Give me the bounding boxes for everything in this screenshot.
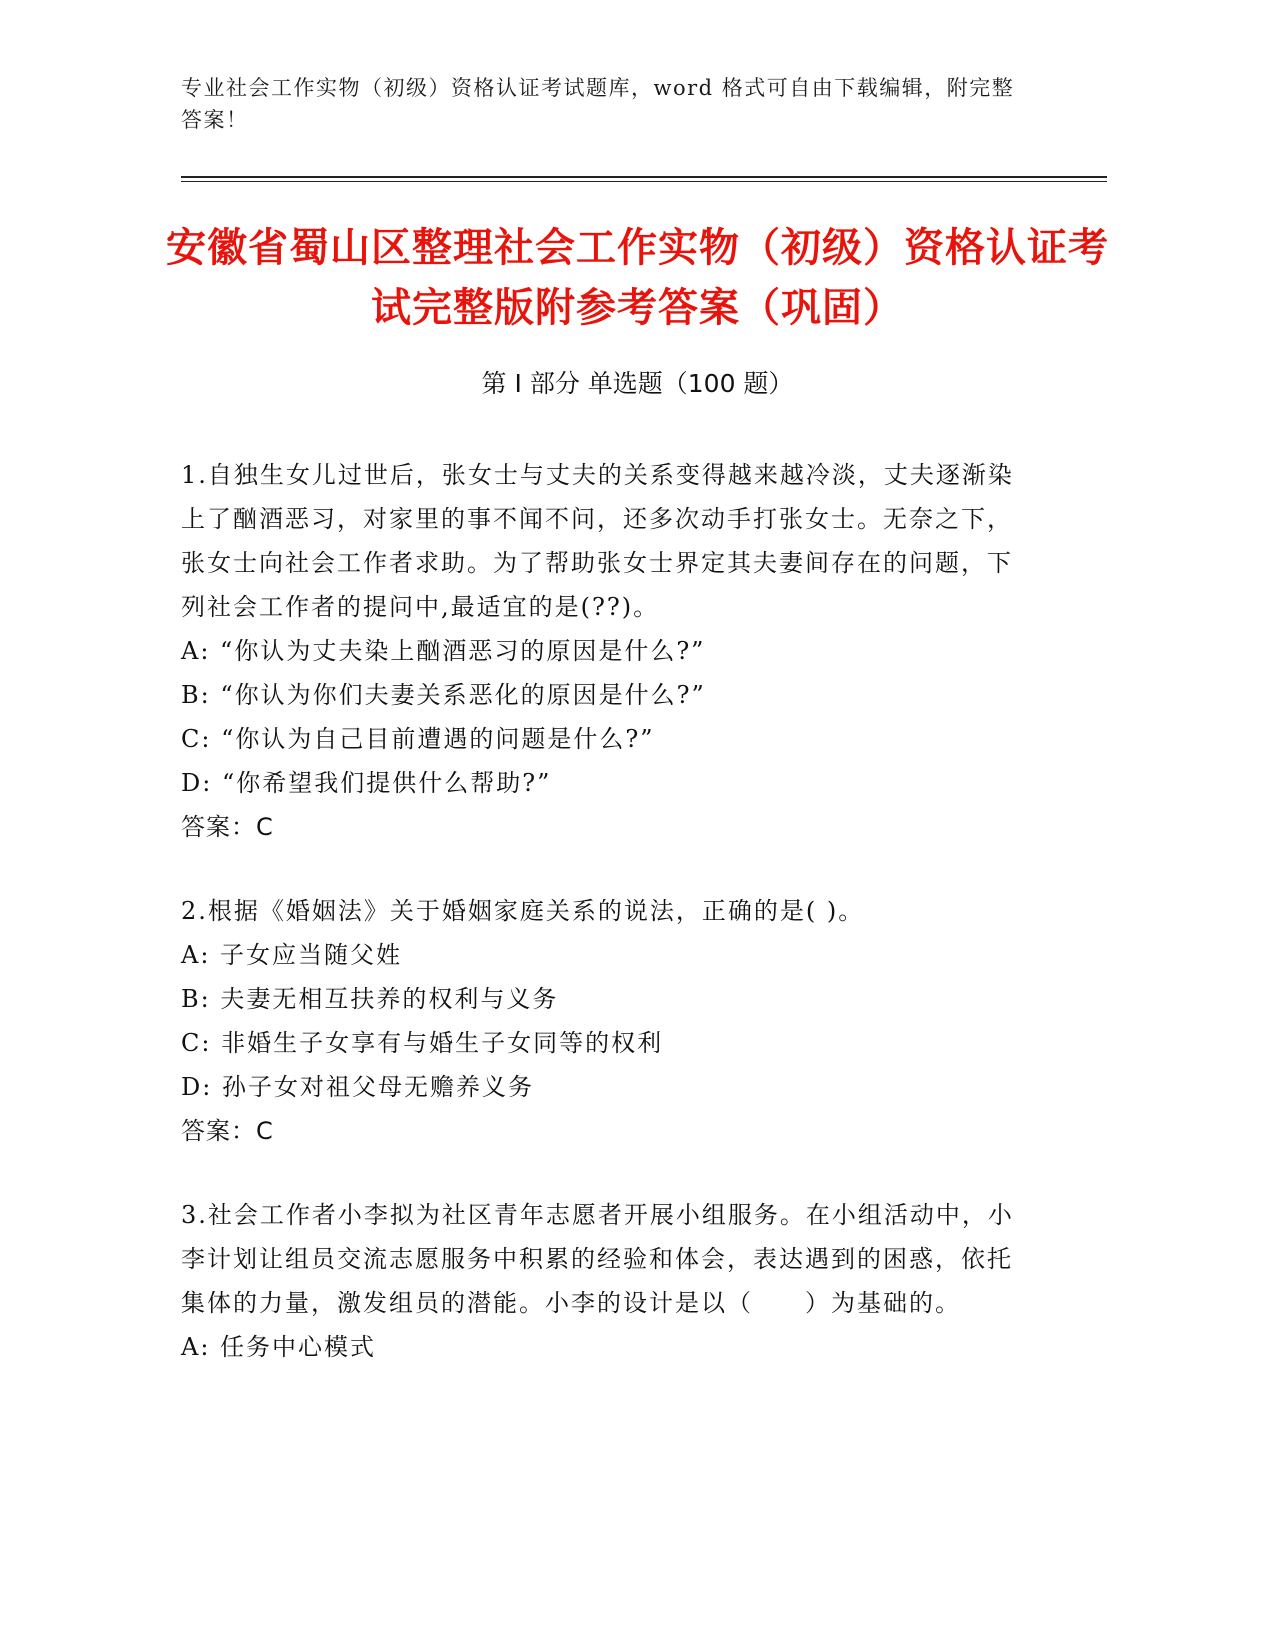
- question-list: [181, 453, 1021, 1409]
- option-a: A: “你认为丈夫染上酗酒恶习的原因是什么?”: [181, 637, 706, 665]
- option-a: A: 子女应当随父姓: [181, 941, 403, 969]
- question-stem: 3.社会工作者小李拟为社区青年志愿者开展小组服务。在小组活动中，小李计划让组员交流志愿服务中积累的经验和体会，表达遇到的困惑，依托集体的力量，激发组员的潜能。小李的设计是以（ ）为基础的。: [181, 1201, 1014, 1317]
- header-note: 专业社会工作实物（初级）资格认证考试题库，word 格式可自由下载编辑，附完整答案！: [181, 76, 1015, 132]
- section-heading: 第 I 部分 单选题（100 题）: [481, 369, 794, 398]
- option-c: C: 非婚生子女享有与婚生子女同等的权利: [181, 1029, 664, 1057]
- question-stem: 1.自独生女儿过世后，张女士与丈夫的关系变得越来越冷淡，丈夫逐渐染上了酗酒恶习，对家里的事不闻不问，还多次动手打张女士。无奈之下，张女士向社会工作者求助。为了帮助张女士界定其夫妻间存在的问题，下列社会工作者的提问中,最适宜的是(??)。: [181, 461, 1014, 621]
- question-stem: 2.根据《婚姻法》关于婚姻家庭关系的说法，正确的是( )。: [181, 897, 865, 925]
- answer: 答案：C: [181, 1117, 274, 1145]
- header-divider-thick: [181, 176, 1107, 178]
- question-1: [181, 453, 1021, 849]
- header-divider-thin: [181, 181, 1107, 182]
- option-b: B: “你认为你们夫妻关系恶化的原因是什么?”: [181, 681, 706, 709]
- question-2: [181, 889, 1021, 1153]
- option-a: A: 任务中心模式: [181, 1333, 377, 1361]
- option-d: D: 孙子女对祖父母无赡养义务: [181, 1073, 534, 1101]
- document-title: 安徽省蜀山区整理社会工作实物（初级）资格认证考试完整版附参考答案（巩固）: [166, 225, 1109, 331]
- option-d: D: “你希望我们提供什么帮助?”: [181, 769, 552, 797]
- answer: 答案：C: [181, 813, 274, 841]
- option-b: B: 夫妻无相互扶养的权利与义务: [181, 985, 559, 1013]
- question-3: [181, 1193, 1021, 1369]
- option-c: C: “你认为自己目前遭遇的问题是什么?”: [181, 725, 655, 753]
